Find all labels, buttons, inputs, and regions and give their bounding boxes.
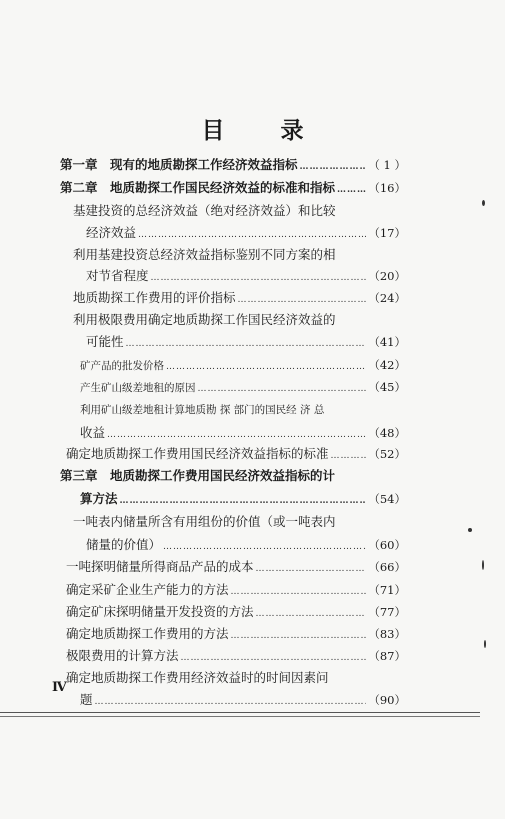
- toc-entry: 收益 ……………………………………………………………………………………………………………………………………………………………… （48）: [0, 423, 505, 443]
- divider: [0, 712, 480, 713]
- scan-speck: [468, 528, 472, 532]
- toc-entry: 确定地质勘探工作费用国民经济效益指标的标准 ……………………………………………………………………………………………………………………………………………………………… （52）: [0, 444, 505, 464]
- scan-speck: [484, 640, 486, 648]
- toc-entry: 利用基建投资总经济效益指标鉴别不同方案的相: [73, 247, 336, 262]
- toc-entry-chapter-3-cont: 算方法 ……………………………………………………………………………………………………………………………………………………………… （54）: [0, 489, 505, 509]
- toc-entry: 基建投资的总经济效益（绝对经济效益）和比较: [73, 203, 336, 218]
- title-char-lu: 录: [280, 117, 304, 144]
- toc-entry: 经济效益 ……………………………………………………………………………………………………………………………………………………………… （17）: [0, 223, 505, 243]
- scan-speck: [482, 200, 485, 206]
- toc-entry-chapter-2: 第二章 地质勘探工作国民经济效益的标准和指标 ……………………………………………………………………………………………………………………………………………………………… （16）: [0, 178, 505, 198]
- scan-speck: [482, 560, 484, 570]
- toc-entry: 矿产品的批发价格 ……………………………………………………………………………………………………………………………………………………………… （42）: [0, 355, 505, 375]
- toc-entry: 对节省程度 ……………………………………………………………………………………………………………………………………………………………… （20）: [0, 266, 505, 286]
- toc-entry-chapter-3: 第三章 地质勘探工作费用国民经济效益指标的计: [60, 468, 336, 483]
- toc-entry: 一吨表内储量所含有用组份的价值（或一吨表内: [73, 514, 336, 529]
- toc-entry: 确定地质勘探工作费用经济效益时的时间因素问: [66, 670, 329, 685]
- toc-entry: 可能性 ……………………………………………………………………………………………………………………………………………………………… （41）: [0, 332, 505, 352]
- toc-entry-chapter-1: 第一章 现有的地质勘探工作经济效益指标 ……………………………………………………………………………………………………………………………………………………………… （ 1 ）: [0, 155, 505, 175]
- page-number: Ⅳ: [52, 680, 67, 695]
- toc-entry: 确定采矿企业生产能力的方法 ……………………………………………………………………………………………………………………………………………………………… （71）: [0, 580, 505, 600]
- divider: [0, 716, 480, 717]
- toc-entry: 极限费用的计算方法 ……………………………………………………………………………………………………………………………………………………………… （87）: [0, 646, 505, 666]
- toc-entry: 储量的价值） ……………………………………………………………………………………………………………………………………………………………… （60）: [0, 535, 505, 555]
- toc-entry: 确定矿床探明储量开发投资的方法 ……………………………………………………………………………………………………………………………………………………………… （77）: [0, 602, 505, 622]
- toc-entry: 利用极限费用确定地质勘探工作国民经济效益的: [73, 312, 336, 327]
- toc-entry: 产生矿山级差地租的原因 ……………………………………………………………………………………………………………………………………………………………… （45）: [0, 377, 505, 397]
- toc-entry: 一吨探明储量所得商品产品的成本 ……………………………………………………………………………………………………………………………………………………………… （66）: [0, 557, 505, 577]
- toc-entry: 地质勘探工作费用的评价指标 ……………………………………………………………………………………………………………………………………………………………… （24）: [0, 288, 505, 308]
- title-char-mu: 目: [201, 117, 225, 144]
- toc-entry: 利用矿山级差地租计算地质勘 探 部门的国民经 济 总: [80, 404, 325, 416]
- toc-entry: 确定地质勘探工作费用的方法 ……………………………………………………………………………………………………………………………………………………………… （83）: [0, 624, 505, 644]
- toc-entry: 题 ……………………………………………………………………………………………………………………………………………………………… （90）: [0, 690, 505, 710]
